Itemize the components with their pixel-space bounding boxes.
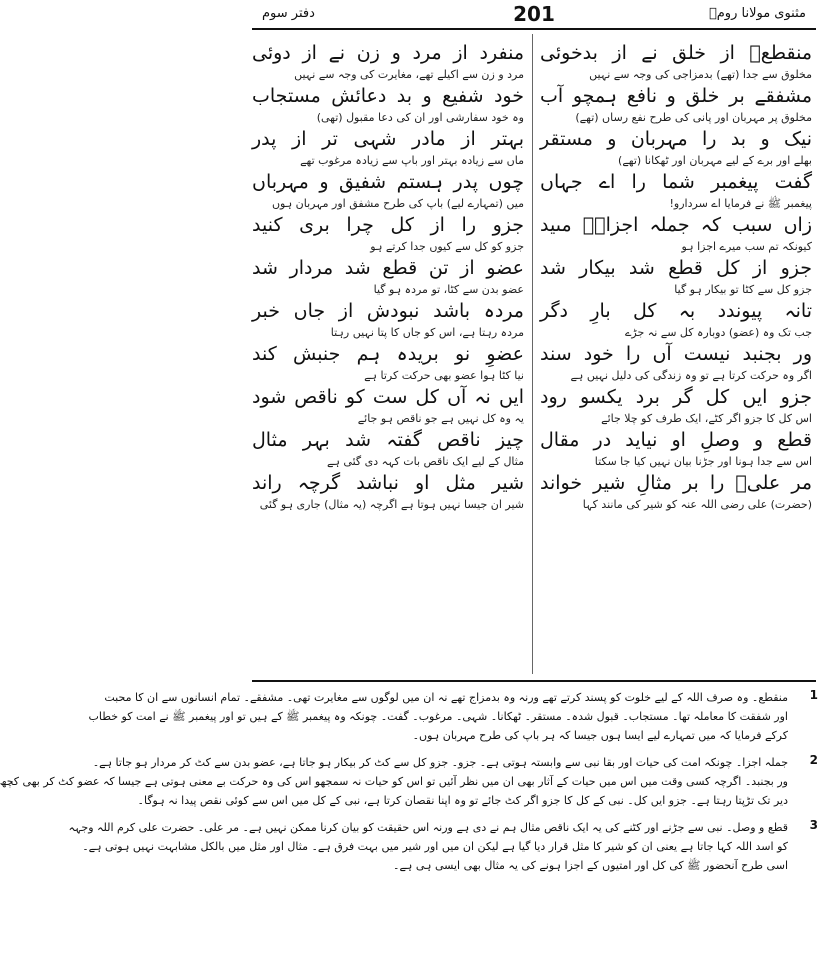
translation-line: کیونکہ تم سب میرے اجزا ہو <box>681 240 812 253</box>
translation-line: یہ وہ کل نہیں ہے جو ناقص ہو جائے <box>357 412 524 425</box>
translation-line: بھلے اور برے کے لیے مہربان اور ٹھکانا (تھے) <box>618 154 812 167</box>
footnote-number: 2 <box>809 753 818 767</box>
translation-line: مخلوق سے جدا (تھے) بدمزاجی کی وجہ سے نہیں <box>589 68 812 81</box>
footnote-line: کو اسد اللہ کہا جاتا ہے یعنی ان کو شیر کا مثل قرار دیا گیا ہے لیکن ان میں اور شیر میں بہت فرق ہے۔ مثال اور مثل میں بالکل مشابہت نہیں ہوتی ہے۔ <box>82 840 788 853</box>
volume-title: دفتر سوم <box>262 6 315 21</box>
footnote <box>88 688 818 745</box>
verse-line: منقطعؓ از خلق نے از بدخوئی <box>540 42 812 64</box>
verse-line: ایں نہ آں کل ست کو ناقص شود <box>252 386 524 408</box>
verse-line: عضوِ نو بریدہ ہم جنبش کند <box>252 343 524 365</box>
footnote-number: 1 <box>809 688 818 702</box>
translation-line: اگر وہ حرکت کرتا ہے تو وہ زندگی کی دلیل نہیں ہے <box>570 369 812 382</box>
verse-line: مشفقے بر خلق و نافع ہمچو آب <box>540 85 812 107</box>
verse-line: تانہ پیوندد بہ کل بارِ دگر <box>540 300 812 322</box>
right-column <box>540 40 812 680</box>
translation-line: جزو کل سے کٹا تو بیکار ہو گیا <box>674 283 812 296</box>
verse-line: مر علیؓ را بر مثالِ شیر خواند <box>540 472 812 494</box>
translation-line: (حضرت) علی رضی اللہ عنہ کو شیر کی مانند کہا <box>582 498 812 511</box>
verse-line: شیر مثل او نباشد گرچہ راند <box>252 472 524 494</box>
verse-line: خود شفیع و بد دعائش مستجاب <box>252 85 524 107</box>
verse-line: جزو ایں کل گر برد یکسو رود <box>540 386 812 408</box>
verse-line: چیز ناقص گفتہ شد بہر مثال <box>252 429 524 451</box>
translation-line: پیغمبر ﷺ نے فرمایا اے سردارو! <box>669 197 812 210</box>
verse-line: جزو را از کل چرا بری کنید <box>252 214 524 236</box>
footnote-line: اور شفقت کا معاملہ تھا۔ مستجاب۔ قبول شدہ۔ مستقر۔ ٹھکانا۔ شہی۔ مرغوب۔ گفت۔ چونکہ وہ پیغمبر ﷺ کے ہیں تو اور پیغمبر ﷺ نے امت کو خطاب <box>88 710 788 723</box>
footnote-line: منقطع۔ وہ صرف اللہ کے لیے خلوت کو پسند کرتے تھے ورنہ وہ بدمزاج تھے نہ ان میں لوگوں سے مغایرت تھی۔ مشفقے۔ تمام انسانوں سے ان کا محبت <box>104 691 788 704</box>
verse-line: بہتر از مادر شہی تر از پدر <box>252 128 524 150</box>
footnote-number: 3 <box>809 818 818 832</box>
page-header <box>234 0 834 30</box>
footnotes <box>0 688 818 883</box>
footnote-line: کرکے فرمایا کہ میں تمہارے لیے ایسا ہوں جیسا کہ ہر باپ کی طرح مہربان ہوں۔ <box>412 729 788 742</box>
footnote-line: ور بجنبد۔ اگرچہ کسی وقت میں اس میں حیات کے آثار بھی ان میں نظر آئیں تو اس کو حیات نہ سمجھو اس کی وہ حرکت بے معنی ہوتی ہے جیسا کہ عضو کٹ کر بھی کچھ <box>0 775 788 788</box>
verse-line: قطع و وصلِ او نیاید در مقال <box>540 429 812 451</box>
verse-line: منفرد از مرد و زن نے از دوئی <box>252 42 524 64</box>
translation-line: میں (تمہارے لیے) باپ کی طرح مشفق اور مہربان ہوں <box>271 197 524 210</box>
translation-line: وہ خود سفارشی اور ان کی دعا مقبول (تھی) <box>316 111 524 124</box>
left-column <box>252 40 524 680</box>
translation-line: شیر ان جیسا نہیں ہوتا ہے اگرچہ (یہ مثال) جاری ہو گئی <box>259 498 524 511</box>
translation-line: مرد و زن سے اکیلے تھے، مغایرت کی وجہ سے نہیں <box>294 68 524 81</box>
verse-line: ور بجنبد نیست آں را خود سند <box>540 343 812 365</box>
footnote-line: قطع و وصل۔ نبی سے جڑنے اور کٹنے کی یہ ایک ناقص مثال ہم نے دی ہے ورنہ اس حقیقت کو بیان کرنا ممکن نہیں ہے۔ مر علی۔ حضرت علی کرم اللہ وجہہ <box>68 821 788 834</box>
verse-line: گفت پیغمبر شما را اے جہاں <box>540 171 812 193</box>
verse-line: زاں سبب کہ جملہ اجزاےؑ مںید <box>540 214 812 236</box>
column-divider <box>532 34 533 674</box>
book-title: مثنوی مولانا رومؒ <box>708 6 806 21</box>
translation-line: جزو کو کل سے کیوں جدا کرتے ہو <box>370 240 524 253</box>
translation-line: ماں سے زیادہ بہتر اور باپ سے زیادہ مرغوب تھے <box>300 154 524 167</box>
footnote-line: جملہ اجزا۔ چونکہ امت کی حیات اور بقا نبی سے وابستہ ہوتی ہے۔ جزو۔ جزو کل سے کٹ کر بیکار ہو جاتا ہے، عضو بدن سے کٹ کر مردار ہو جاتا ہے۔ <box>92 756 788 769</box>
page-number: 201 <box>513 2 555 26</box>
verse-line: مردہ باشد نبودش از جاں خبر <box>252 300 524 322</box>
footnote-line: دیر تک تڑپتا رہتا ہے۔ جزو ایں کل۔ نبی کے کل کا جزو اگر کٹ جائے تو وہ اپنا نقصان کرتا ہے، نبی کے کل میں اس سے کوئی نقص پیدا نہ ہوگا۔ <box>137 794 788 807</box>
verse-line: جزو از کل قطع شد بیکار شد <box>540 257 812 279</box>
verse-line: نیک و بد را مہربان و مستقر <box>540 128 812 150</box>
translation-line: مخلوق پر مہربان اور پانی کی طرح نفع رساں (تھے) <box>575 111 812 124</box>
verse-line: عضو از تن قطع شد مردار شد <box>252 257 524 279</box>
footnote-line: اسی طرح آنحضور ﷺ کی کل اور امتیوں کے اجزا ہونے کی یہ مثال بھی ایسی ہی ہے۔ <box>393 859 788 872</box>
header-rule <box>252 28 816 30</box>
translation-line: جب تک وہ (عضو) دوبارہ کل سے نہ جڑے <box>624 326 812 339</box>
footnote-rule <box>252 680 816 682</box>
verse-line: چوں پدر ہستم شفیق و مہرباں <box>252 171 524 193</box>
translation-line: نیا کٹا ہوا عضو بھی حرکت کرتا ہے <box>364 369 524 382</box>
translation-line: عضو بدن سے کٹا، تو مردہ ہو گیا <box>373 283 524 296</box>
footnote <box>0 753 818 810</box>
translation-line: اس سے جدا ہونا اور جڑنا بیان نہیں کیا جا سکتا <box>594 455 812 468</box>
footnote <box>68 818 818 875</box>
translation-line: مردہ رہتا ہے، اس کو جاں کا پتا نہیں رہتا <box>330 326 524 339</box>
translation-line: مثال کے لیے ایک ناقص بات کہہ دی گئی ہے <box>327 455 524 468</box>
translation-line: اس کل کا جزو اگر کٹے، ایک طرف کو چلا جائے <box>601 412 812 425</box>
